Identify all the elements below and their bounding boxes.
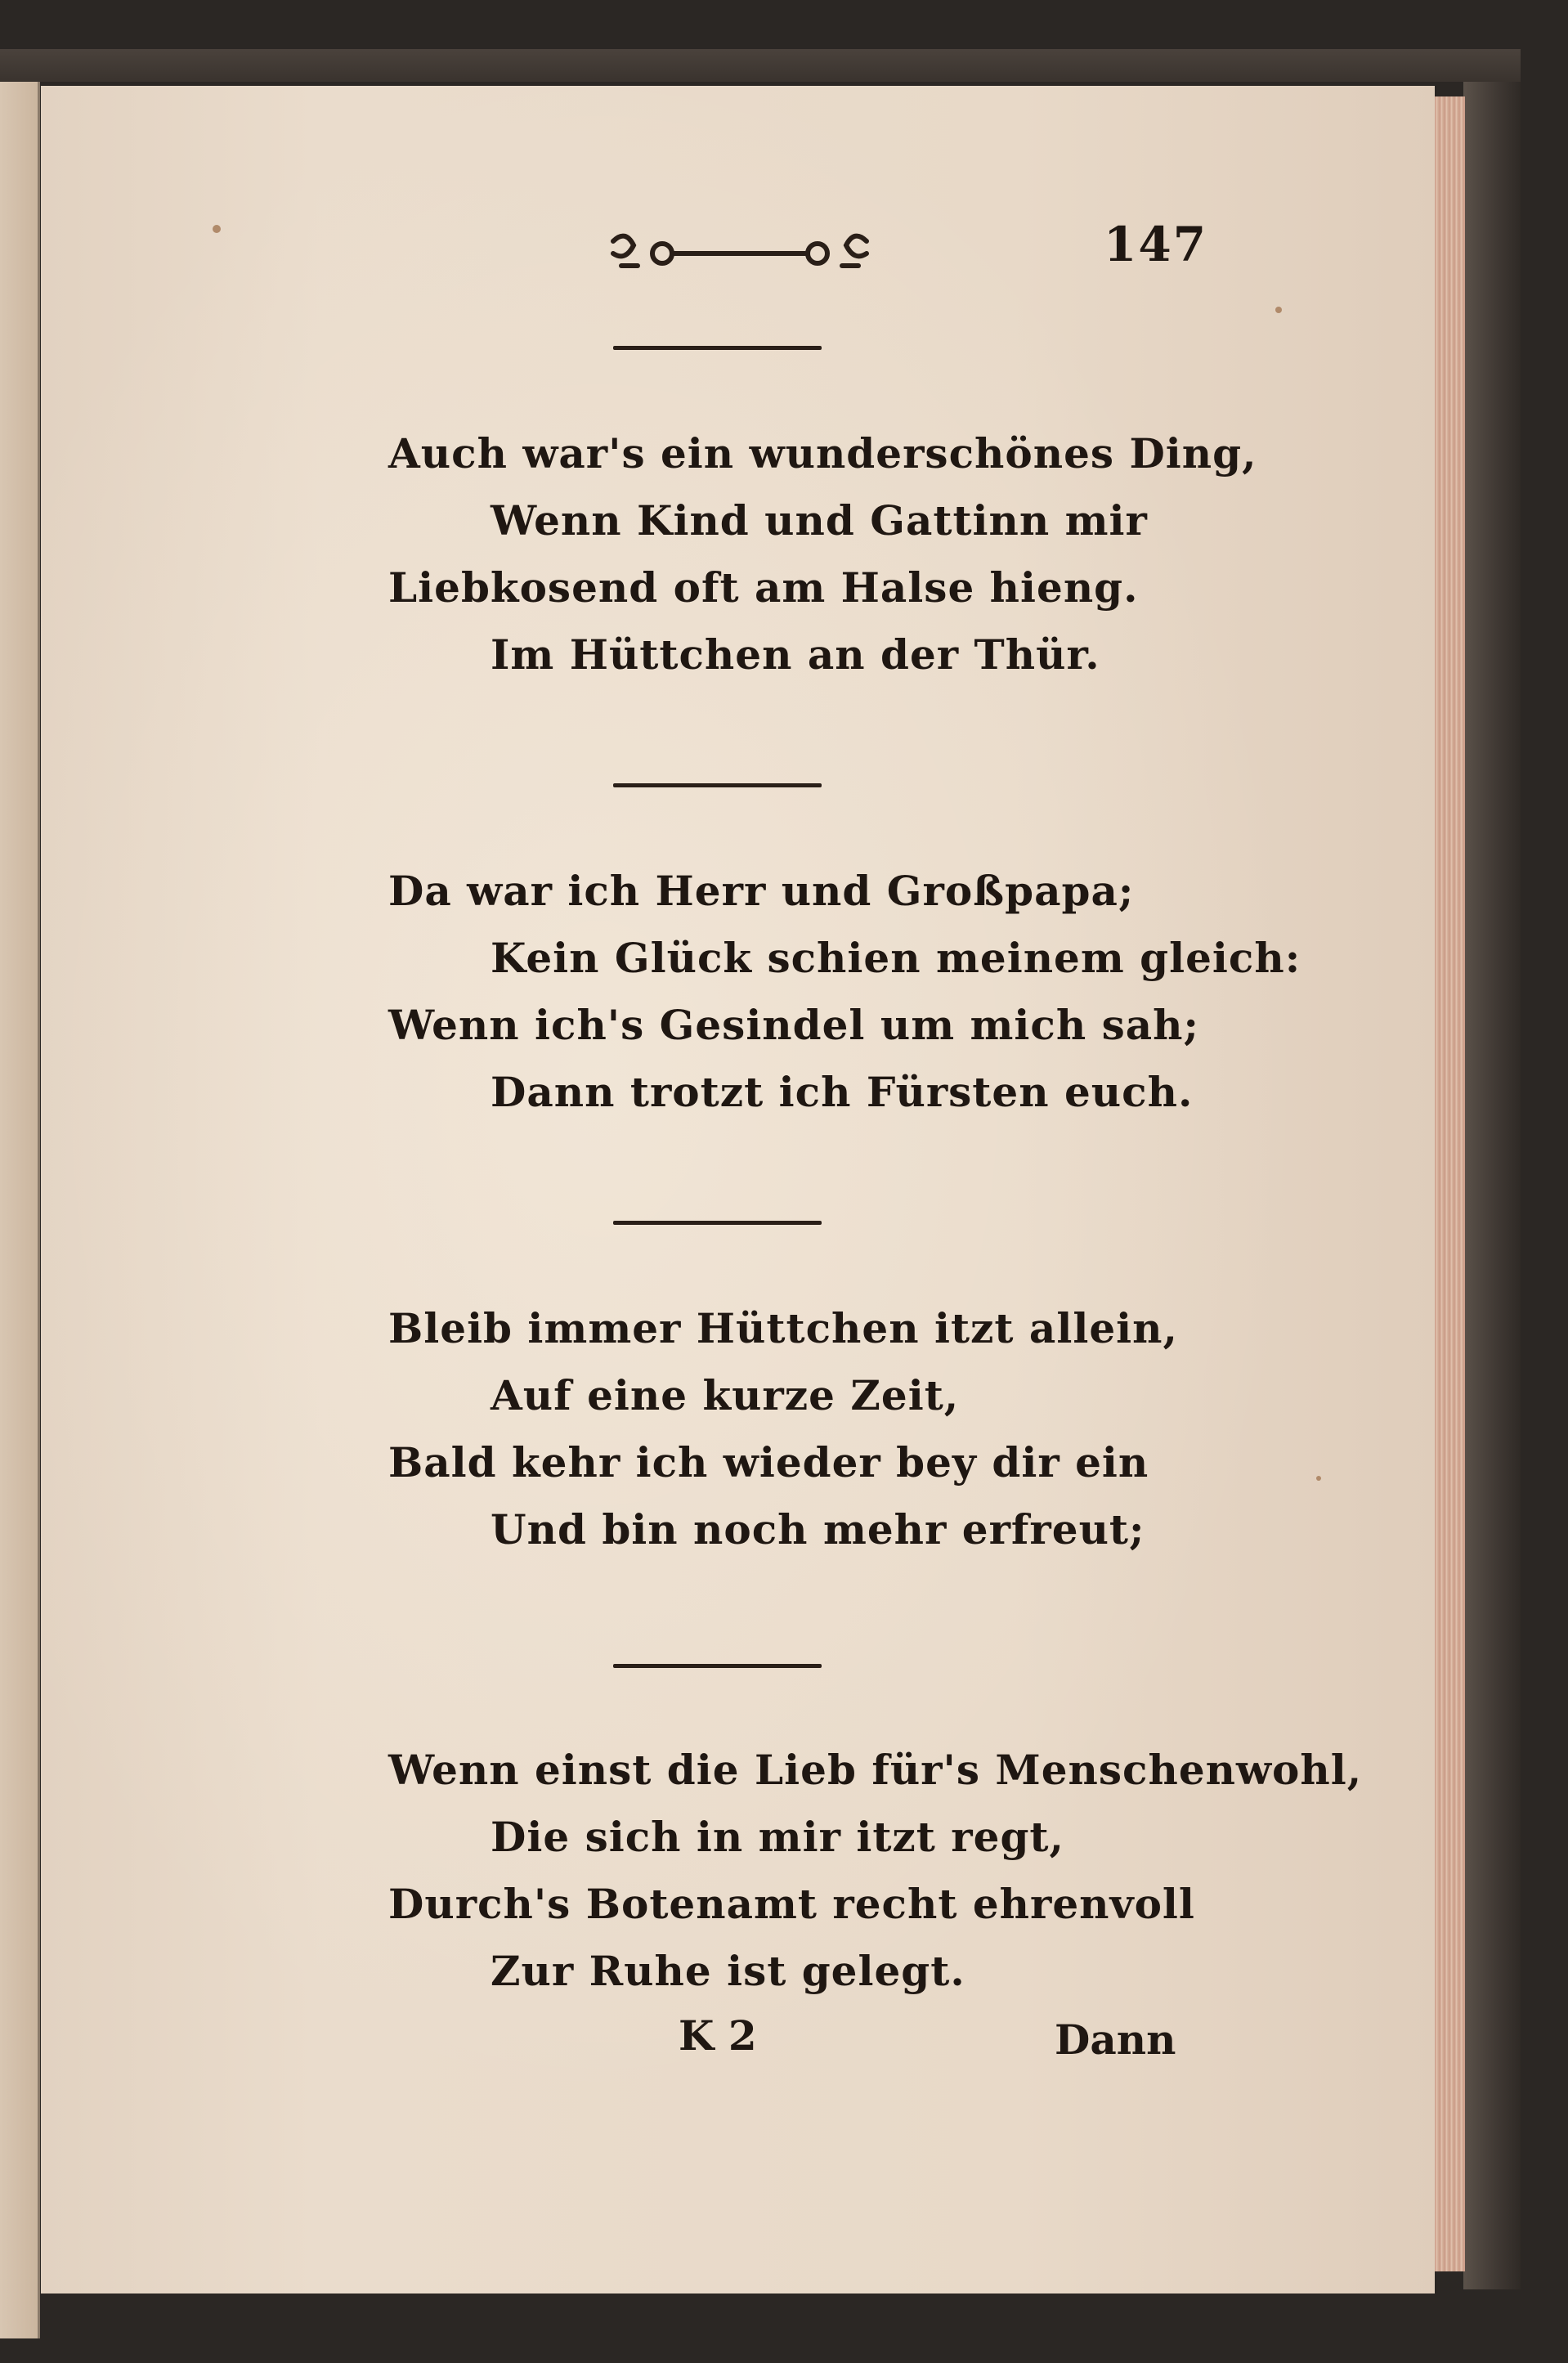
verse-line: Wenn ich's Gesindel um mich sah;: [388, 1001, 1199, 1049]
stanza-divider: [613, 346, 822, 350]
verse-line: Bleib immer Hüttchen itzt allein,: [388, 1304, 1178, 1352]
paper-speck: [213, 225, 221, 233]
verse-line: Dann trotzt ich Fürsten euch.: [491, 1068, 1194, 1116]
verse-line: Im Hüttchen an der Thür.: [491, 630, 1100, 679]
page-edges: [1432, 96, 1465, 2271]
verse-line: Die sich in mir itzt regt,: [491, 1813, 1064, 1861]
paper-speck: [1275, 307, 1282, 313]
page-number: 147: [1104, 217, 1208, 272]
verse-line: Bald kehr ich wieder bey dir ein: [388, 1438, 1149, 1486]
stanza-divider: [613, 1221, 822, 1225]
book-cover-top: [0, 49, 1521, 82]
facing-page-edge: [0, 82, 40, 2338]
book-page: [41, 86, 1435, 2294]
verse-line: Liebkosend oft am Halse hieng.: [388, 563, 1139, 612]
verse-line: Wenn einst die Lieb für's Menschenwohl,: [388, 1746, 1363, 1794]
verse-line: Wenn Kind und Gattinn mir: [491, 496, 1148, 545]
stanza-divider: [613, 783, 822, 787]
catchword: Dann: [1055, 2016, 1176, 2064]
verse-line: Und bin noch mehr erfreut;: [491, 1505, 1145, 1554]
verse-line: Zur Ruhe ist gelegt.: [491, 1947, 965, 1995]
stanza-divider: [613, 1664, 822, 1668]
book-cover-right: [1463, 82, 1521, 2289]
header-ornament: [605, 225, 875, 282]
verse-line: Auf eine kurze Zeit,: [491, 1371, 960, 1419]
paper-speck: [1316, 1476, 1321, 1481]
signature-mark: K 2: [679, 2011, 757, 2060]
verse-line: Kein Glück schien meinem gleich:: [491, 934, 1301, 982]
verse-line: Durch's Botenamt recht ehrenvoll: [388, 1880, 1195, 1928]
verse-line: Auch war's ein wunderschönes Ding,: [388, 429, 1257, 478]
verse-line: Da war ich Herr und Großpapa;: [388, 867, 1135, 915]
